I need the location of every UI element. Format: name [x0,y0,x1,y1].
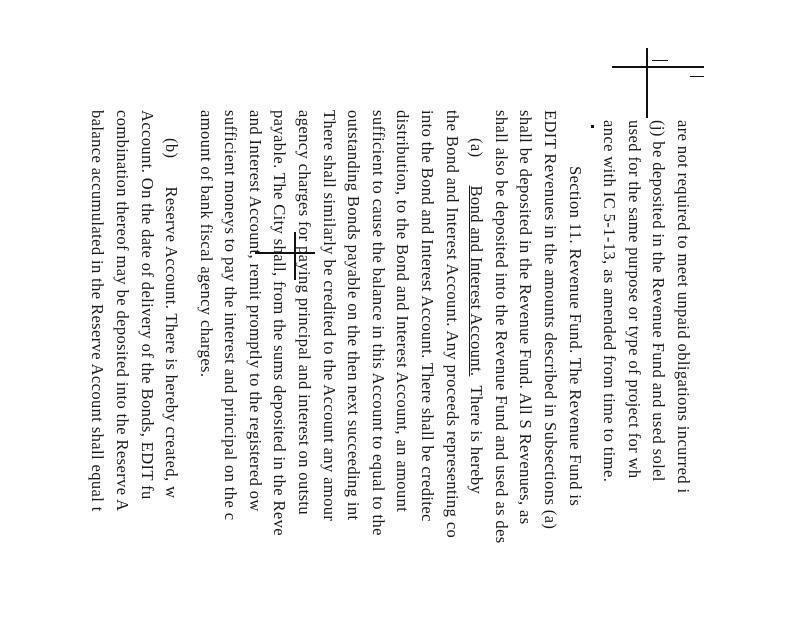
scan-mark-dash-right [690,76,704,77]
subsection-b-text: Reserve Account. There is hereby created, w [162,186,182,499]
subsection-a-heading [464,110,489,618]
text-line-14: outstanding Bonds payable on the then next succeeding int [344,110,364,521]
text-line-18: and Interest Account, remit promptly to the registered ow [245,110,265,512]
text-line-8: shall also be deposited into the Revenue Fund and used as des [491,110,511,544]
paragraph-gap [587,110,597,618]
scan-mark-dash [652,60,668,61]
document-body [85,110,695,618]
subsection-a-label: (a) [467,138,487,158]
text-line-15: There shall similarly be credited to the Account any amour [319,110,339,522]
text-line-10: the Bond and Interest Account. Any proceeds representing co [442,110,462,539]
subsection-a-lead: There is hereby [467,385,487,495]
text-line-12: distribution, to the Bond and Interest Account, an amount [393,110,413,513]
text-line-1: are not required to meet unpaid obligations incurred i [674,120,693,494]
text-line-2: (j) be deposited in the Revenue Fund and used solel [649,120,669,482]
paragraph-gap [183,110,193,618]
text-line-6: EDIT Revenues in the amounts described in Subsections (a) [541,110,561,530]
subsection-b-label: (b) [162,138,182,159]
text-line-22: Account. On the date of delivery of the Bonds, EDIT fu [137,110,157,500]
text-line-23: combination thereof may be deposited into the Reserve A [112,110,132,512]
text-line-17: payable. The City shall, from the sums deposited in the Reve [270,110,290,537]
text-line-3: used for the same purpose or type of project for wh [624,120,644,479]
scan-crosshair-vertical [646,48,648,118]
text-line-11: into the Bond and Interest Account. There shall be creditec [418,110,438,522]
scan-crosshair-horizontal [612,66,704,68]
text-line-4: ance with IC 5-1-13, as amended from time to time. [600,120,620,483]
subsection-b-heading [159,110,184,618]
text-line-16: agency charges for paying principal and interest on outstu [295,110,315,516]
section-heading-line: Section 11. Revenue Fund. The Revenue Fund is [565,166,585,507]
text-line-13: sufficient to cause the balance in this Account to equal to the [368,110,388,536]
text-line-19: sufficient moneys to pay the interest and principal on the c [221,110,241,521]
text-line-7: shall be deposited in the Revenue Fund. All S Revenues, as [516,110,536,525]
text-line-24: balance accumulated in the Reserve Account shall equal t [88,110,108,512]
subsection-a-title: Bond and Interest Account. [467,185,487,377]
text-line-20: amount of bank fiscal agency charges. [196,110,216,378]
